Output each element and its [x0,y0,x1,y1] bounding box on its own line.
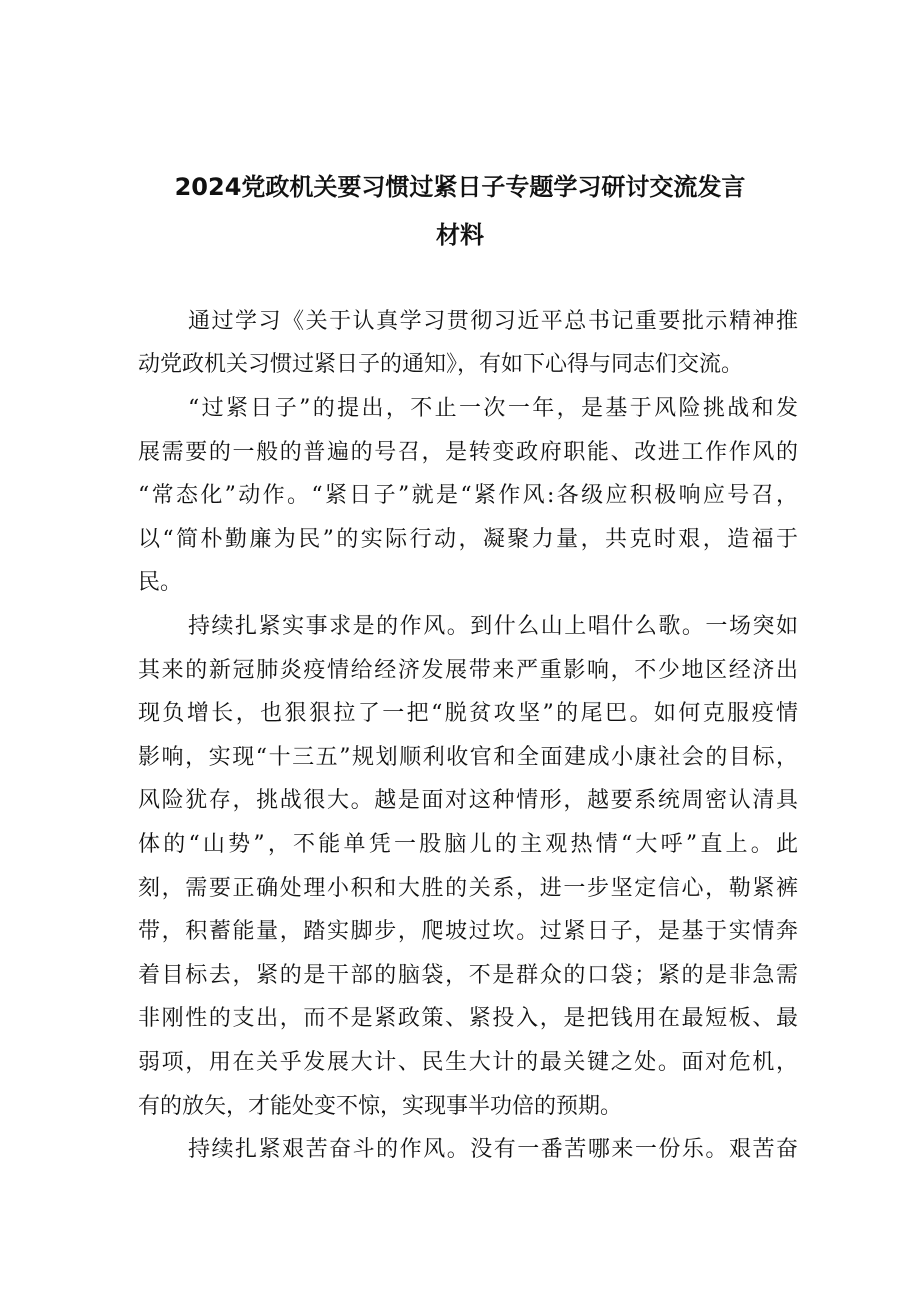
paragraph-2-line-2: 展需要的一般的普遍的号召，是转变政府职能、改进工作作风的 [138,440,798,465]
paragraph-3-line-9: 着目标去，紧的是干部的脑袋，不是群众的口袋；紧的是非急需 [138,963,798,988]
paragraph-3-line-6: 体的“山势”，不能单凭一股脑儿的主观热情“大呼”直上。此 [138,832,798,857]
paragraph-3-line-7: 刻，需要正确处理小积和大胜的关系，进一步坚定信心，勒紧裤 [138,876,798,901]
paragraph-4-line-1: 持续扎紧艰苦奋斗的作风。没有一番苦哪来一份乐。艰苦奋 [188,1137,798,1162]
paragraph-3-line-8: 带，积蓄能量，踏实脚步，爬坡过坎。过紧日子，是基于实情奔 [138,919,798,944]
paragraph-2-line-4: 以“简朴勤廉为民”的实际行动，凝聚力量，共克时艰，造福于 [138,527,798,552]
document-title-line-1: 2024党政机关要习惯过紧日子专题学习研讨交流发言 [174,173,746,201]
paragraph-3-line-2: 其来的新冠肺炎疫情给经济发展带来严重影响，不少地区经济出 [138,658,798,683]
paragraph-2-line-1: “过紧日子”的提出，不止一次一年，是基于风险挑战和发 [188,396,798,421]
paragraph-1-line-1: 通过学习《关于认真学习贯彻习近平总书记重要批示精神推 [188,309,798,334]
paragraph-2-line-3: “常态化”动作。“紧日子”就是“紧作风:各级应积极响应号召， [138,483,798,508]
paragraph-3-line-1: 持续扎紧实事求是的作风。到什么山上唱什么歌。一场突如 [188,614,798,639]
paragraph-3-line-4: 影响，实现“十三五”规划顺利收官和全面建成小康社会的目标， [138,745,798,770]
paragraph-3-line-11: 弱项，用在关乎发展大计、民生大计的最关键之处。面对危机， [138,1050,798,1075]
document-title-line-2: 材料 [436,221,484,249]
paragraph-3-line-10: 非刚性的支出，而不是紧政策、紧投入，是把钱用在最短板、最 [138,1006,798,1031]
paragraph-1-line-2: 动党政机关习惯过紧日子的通知》，有如下心得与同志们交流。 [138,352,744,377]
paragraph-3-line-3: 现负增长，也狠狠拉了一把“脱贫攻坚”的尾巴。如何克服疫情 [138,701,798,726]
paragraph-3-line-12: 有的放矢，才能处变不惊，实现事半功倍的预期。 [138,1094,623,1119]
paragraph-3-line-5: 风险犹存，挑战很大。越是面对这种情形，越要系统周密认清具 [138,788,798,813]
paragraph-2-line-5: 民。 [138,570,183,595]
